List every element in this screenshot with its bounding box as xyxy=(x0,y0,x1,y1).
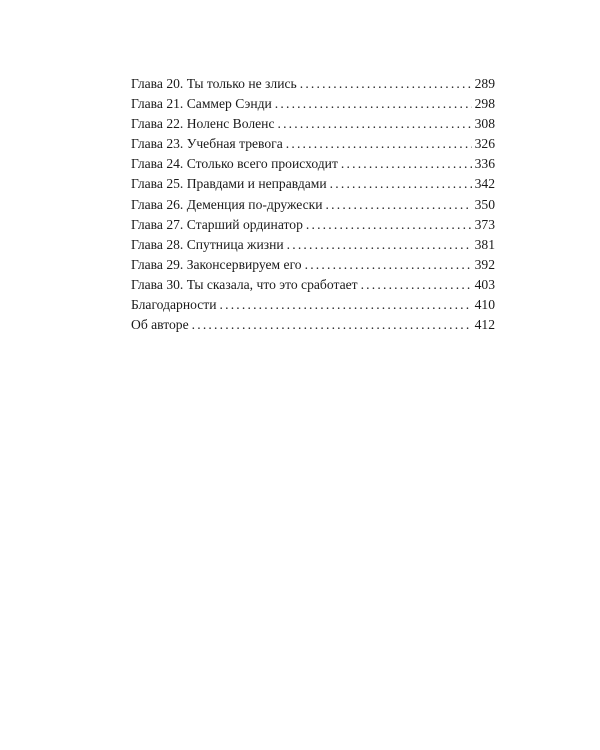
toc-entry-chapter-28[interactable] xyxy=(131,235,495,255)
toc-entry-page: 289 xyxy=(474,76,495,91)
dot-leader xyxy=(326,195,472,215)
table-of-contents xyxy=(131,74,495,335)
dot-leader xyxy=(341,154,472,174)
toc-entry-chapter-20[interactable] xyxy=(131,74,495,94)
toc-entry-page: 342 xyxy=(474,176,495,192)
toc-entry-title: Об авторе xyxy=(131,317,189,333)
toc-entry-title: Благодарности xyxy=(131,297,217,313)
dot-leader xyxy=(220,295,472,315)
toc-entry-title: Глава 30. Ты сказала, что это сработает xyxy=(131,276,358,292)
dot-leader xyxy=(300,74,472,94)
toc-entry-title: Глава 28. Спутница жизни xyxy=(131,236,284,252)
dot-leader xyxy=(306,215,472,235)
toc-entry-page: 373 xyxy=(474,216,495,232)
toc-entry-about-author[interactable] xyxy=(131,315,495,335)
toc-entry-page: 308 xyxy=(474,116,495,132)
dot-leader xyxy=(275,94,472,114)
dot-leader xyxy=(305,255,472,275)
toc-entry-title: Глава 24. Столько всего происходит xyxy=(131,156,338,172)
toc-entry-chapter-24[interactable] xyxy=(131,154,495,174)
toc-entry-chapter-29[interactable] xyxy=(131,255,495,275)
toc-entry-page: 298 xyxy=(474,96,495,112)
dot-leader xyxy=(277,114,471,134)
toc-entry-acknowledgements[interactable] xyxy=(131,295,495,315)
toc-entry-chapter-26[interactable] xyxy=(131,195,495,215)
toc-entry-chapter-30[interactable] xyxy=(131,275,495,295)
toc-entry-title: Глава 21. Саммер Сэнди xyxy=(131,96,272,112)
toc-entry-page: 326 xyxy=(474,136,495,152)
dot-leader xyxy=(361,275,472,295)
toc-entry-title: Глава 29. Законсервируем его xyxy=(131,256,302,272)
toc-entry-title: Глава 22. Ноленс Воленс xyxy=(131,116,275,132)
toc-entry-chapter-25[interactable] xyxy=(131,174,495,194)
toc-entry-page: 412 xyxy=(474,317,495,333)
toc-entry-page: 392 xyxy=(474,256,495,272)
dot-leader xyxy=(287,235,472,255)
toc-entry-title: Глава 20. Ты только не злись xyxy=(131,76,297,91)
toc-entry-chapter-22[interactable] xyxy=(131,114,495,134)
toc-entry-chapter-27[interactable] xyxy=(131,215,495,235)
toc-entry-page: 381 xyxy=(474,236,495,252)
toc-entry-page: 350 xyxy=(474,196,495,212)
toc-entry-chapter-21[interactable] xyxy=(131,94,495,114)
toc-entry-page: 336 xyxy=(474,156,495,172)
dot-leader xyxy=(330,174,472,194)
toc-entry-title: Глава 23. Учебная тревога xyxy=(131,136,283,152)
toc-entry-page: 410 xyxy=(474,297,495,313)
toc-entry-title: Глава 25. Правдами и неправдами xyxy=(131,176,327,192)
toc-entry-title: Глава 26. Деменция по-дружески xyxy=(131,196,323,212)
dot-leader xyxy=(192,315,472,335)
toc-entry-chapter-23[interactable] xyxy=(131,134,495,154)
toc-entry-page: 403 xyxy=(474,276,495,292)
toc-entry-title: Глава 27. Старший ординатор xyxy=(131,216,303,232)
dot-leader xyxy=(286,134,472,154)
